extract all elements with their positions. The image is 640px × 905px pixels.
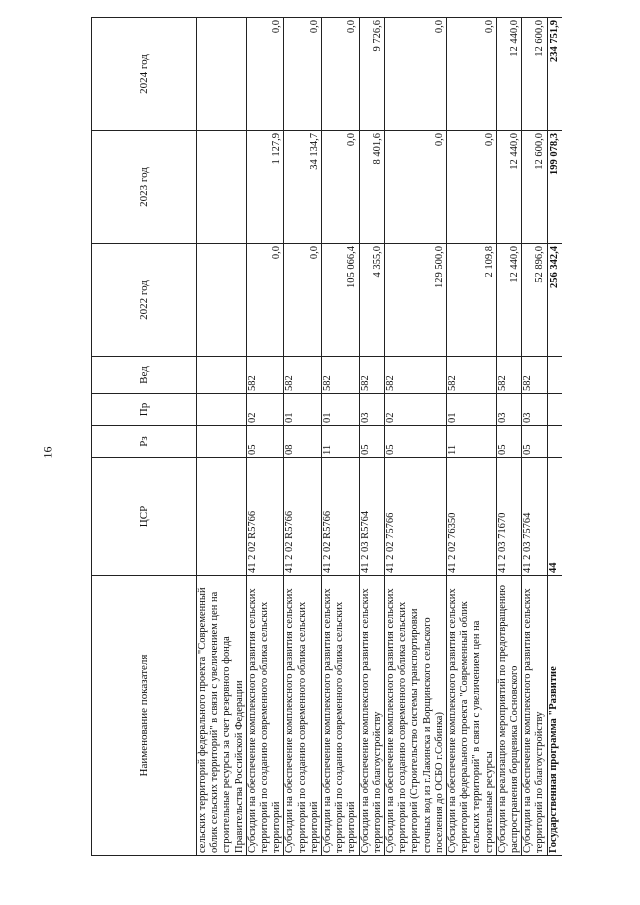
row-2024: 0,0 — [284, 18, 322, 131]
row-rz: 11 — [447, 426, 497, 458]
row-csr: 41 2 02 R5766 — [322, 458, 360, 576]
row-ved: 582 — [359, 357, 384, 394]
total-pr — [547, 394, 562, 426]
row-2024: 0,0 — [385, 18, 447, 131]
row-2023: 34 134,7 — [284, 131, 322, 244]
row-2023: 0,0 — [447, 131, 497, 244]
row-csr: 41 2 02 R5766 — [284, 458, 322, 576]
row-name: Субсидии на обеспечение комплексного развития сельских территорий по созданию современного облика сельских территорий (Строительство системы транспортировки сточных вод из г.Лакинска и Ворщинского сельского поселения до ОСБО г.Собинка) — [385, 576, 447, 856]
row-name: Субсидии на обеспечение комплексного развития сельских территорий по созданию современного облика сельских территорий — [246, 576, 284, 856]
row-csr — [197, 458, 247, 576]
header-2023: 2023 год — [92, 131, 197, 244]
header-2024: 2024 год — [92, 18, 197, 131]
header-2022: 2022 год — [92, 244, 197, 357]
row-csr: 41 2 03 75764 — [522, 458, 547, 576]
row-2022: 105 066,4 — [322, 244, 360, 357]
row-ved: 582 — [385, 357, 447, 394]
row-2023: 8 401,6 — [359, 131, 384, 244]
table-row — [522, 18, 547, 856]
row-2022: 129 500,0 — [385, 244, 447, 357]
row-csr: 41 2 02 R5766 — [246, 458, 284, 576]
table-row — [197, 18, 247, 856]
row-2023: 0,0 — [322, 131, 360, 244]
header-rz: Рз — [92, 426, 197, 458]
total-csr: 44 — [547, 458, 562, 576]
table-row — [496, 18, 521, 856]
row-2023 — [197, 131, 247, 244]
row-name: Субсидии на обеспечение комплексного развития сельских территорий федерального проекта "Современный облик сельских территорий" в связи с увеличением цен на строительные ресурсы — [447, 576, 497, 856]
row-ved: 582 — [246, 357, 284, 394]
row-2023: 12 600,0 — [522, 131, 547, 244]
row-name: Субсидии на обеспечение комплексного развития сельских территорий по созданию современного облика сельских территорий — [322, 576, 360, 856]
total-rz — [547, 426, 562, 458]
row-pr: 03 — [496, 394, 521, 426]
row-2023: 12 440,0 — [496, 131, 521, 244]
row-2022: 0,0 — [284, 244, 322, 357]
table-header-row — [92, 18, 197, 856]
row-pr: 02 — [246, 394, 284, 426]
header-csr: ЦСР — [92, 458, 197, 576]
rotated-table-container — [91, 20, 603, 856]
row-rz: 05 — [246, 426, 284, 458]
row-2022: 52 896,0 — [522, 244, 547, 357]
row-ved — [197, 357, 247, 394]
row-rz: 11 — [322, 426, 360, 458]
total-ved — [547, 357, 562, 394]
row-pr: 01 — [447, 394, 497, 426]
table-row-total — [547, 18, 562, 856]
row-ved: 582 — [496, 357, 521, 394]
row-2023: 1 127,9 — [246, 131, 284, 244]
row-name: Субсидии на обеспечение комплексного развития сельских территорий по благоустройству — [522, 576, 547, 856]
row-pr: 01 — [284, 394, 322, 426]
row-rz — [197, 426, 247, 458]
row-pr: 01 — [322, 394, 360, 426]
row-2022: 2 109,8 — [447, 244, 497, 357]
row-csr: 41 2 03 71670 — [496, 458, 521, 576]
row-2024: 9 726,6 — [359, 18, 384, 131]
total-2022: 256 342,4 — [547, 244, 562, 357]
row-name: Субсидии на реализацию мероприятий по предотвращению распространения борщевика Сосновского — [496, 576, 521, 856]
row-2022 — [197, 244, 247, 357]
table-row — [284, 18, 322, 856]
header-ved: Вед — [92, 357, 197, 394]
total-2023: 199 078,3 — [547, 131, 562, 244]
row-2022: 4 355,0 — [359, 244, 384, 357]
row-rz: 05 — [496, 426, 521, 458]
row-name: сельских территорий федерального проекта "Современный облик сельских территорий" в связи с увеличением цен на строительные ресурсы за счет резервного фонда Правительства Российской Федерации — [197, 576, 247, 856]
budget-table — [91, 17, 562, 856]
row-2022: 0,0 — [246, 244, 284, 357]
row-name: Субсидии на обеспечение комплексного развития сельских территорий по благоустройству — [359, 576, 384, 856]
row-2022: 12 440,0 — [496, 244, 521, 357]
table-row — [385, 18, 447, 856]
row-rz: 05 — [385, 426, 447, 458]
table-row — [246, 18, 284, 856]
row-2024: 12 600,0 — [522, 18, 547, 131]
row-2024: 0,0 — [322, 18, 360, 131]
total-2024: 234 751,9 — [547, 18, 562, 131]
total-name: Государственная программа "Развитие — [547, 576, 562, 856]
row-rz: 08 — [284, 426, 322, 458]
table-row — [322, 18, 360, 856]
row-ved: 582 — [522, 357, 547, 394]
page-number: 16 — [40, 446, 55, 459]
row-ved: 582 — [322, 357, 360, 394]
row-pr: 03 — [359, 394, 384, 426]
table-row — [359, 18, 384, 856]
row-csr: 41 2 02 75766 — [385, 458, 447, 576]
row-2024: 12 440,0 — [496, 18, 521, 131]
row-rz: 05 — [359, 426, 384, 458]
row-pr: 03 — [522, 394, 547, 426]
row-csr: 41 2 03 R5764 — [359, 458, 384, 576]
row-2024: 0,0 — [447, 18, 497, 131]
row-2024 — [197, 18, 247, 131]
row-ved: 582 — [284, 357, 322, 394]
header-name: Наименование показателя — [92, 576, 197, 856]
row-2023: 0,0 — [385, 131, 447, 244]
row-csr: 41 2 02 76350 — [447, 458, 497, 576]
row-rz: 05 — [522, 426, 547, 458]
row-ved: 582 — [447, 357, 497, 394]
row-pr: 02 — [385, 394, 447, 426]
row-pr — [197, 394, 247, 426]
table-row — [447, 18, 497, 856]
row-name: Субсидии на обеспечение комплексного развития сельских территорий по созданию современного облика сельских территорий — [284, 576, 322, 856]
header-pr: Пр — [92, 394, 197, 426]
row-2024: 0,0 — [246, 18, 284, 131]
